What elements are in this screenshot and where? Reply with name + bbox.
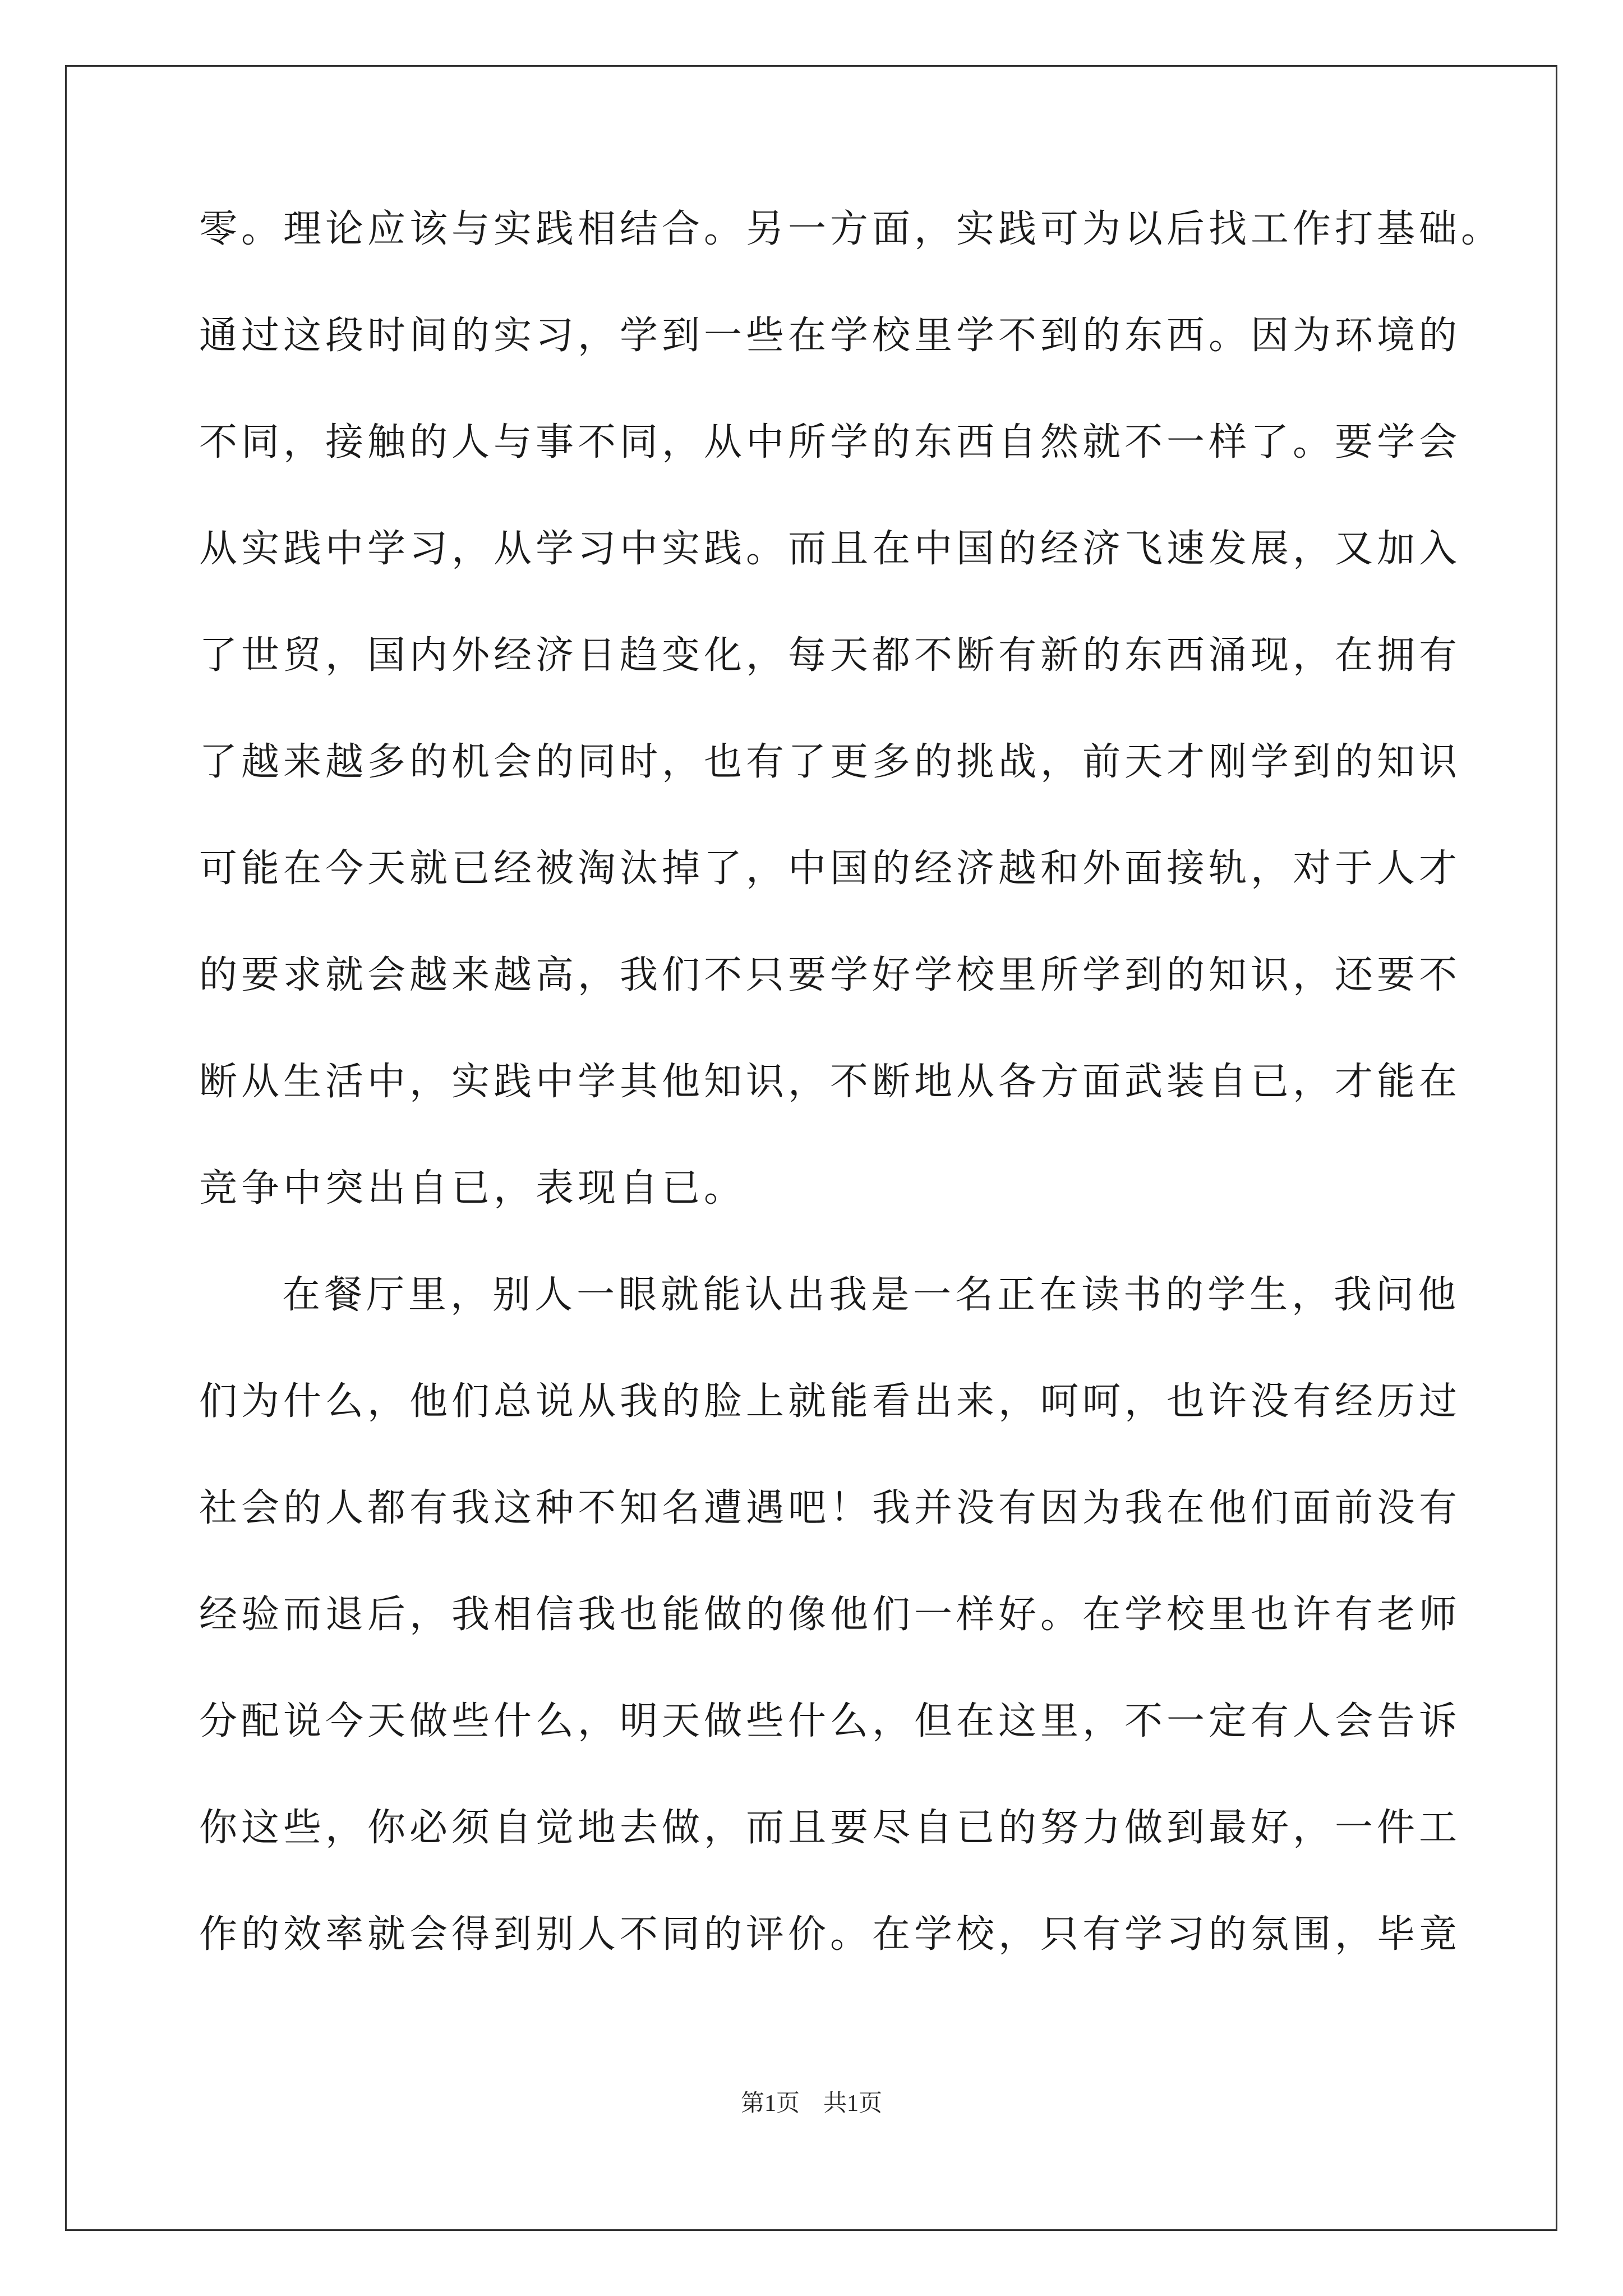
text-line: 分配说今天做些什么，明天做些什么，但在这里，不一定有人会告诉 [199, 1699, 1461, 1743]
text-line: 经验而退后，我相信我也能做的像他们一样好。在学校里也许有老师 [199, 1593, 1461, 1637]
text-line: 社会的人都有我这种不知名遭遇吧！我并没有因为我在他们面前没有 [199, 1486, 1461, 1530]
text-line: 竞争中突出自已，表现自已。 [199, 1166, 746, 1211]
text-line: 作的效率就会得到别人不同的评价。在学校，只有学习的氛围，毕竟 [199, 1912, 1461, 1957]
text-line: 断从生活中，实践中学其他知识，不断地从各方面武装自已，才能在 [199, 1060, 1461, 1104]
paragraph-start-line: 在餐厅里，别人一眼就能认出我是一名正在读书的学生，我问他 [282, 1273, 1460, 1317]
text-line: 可能在今天就已经被淘汰掉了，中国的经济越和外面接轨，对于人才 [199, 846, 1461, 891]
text-line: 了世贸，国内外经济日趋变化，每天都不断有新的东西涌现，在拥有 [199, 633, 1461, 678]
text-line: 们为什么，他们总说从我的脸上就能看出来，呵呵，也许没有经历过 [199, 1379, 1461, 1424]
page-number-footer: 第1页 共1页 [740, 2091, 882, 2116]
text-line: 的要求就会越来越高，我们不只要学好学校里所学到的知识，还要不 [199, 953, 1461, 997]
text-line: 了越来越多的机会的同时，也有了更多的挑战，前天才刚学到的知识 [199, 740, 1461, 784]
text-line: 你这些，你必须自觉地去做，而且要尽自已的努力做到最好，一件工 [199, 1806, 1461, 1850]
text-line: 零。理论应该与实践相结合。另一方面，实践可为以后找工作打基础。 [199, 207, 1504, 251]
text-line: 不同，接触的人与事不同，从中所学的东西自然就不一样了。要学会 [199, 420, 1461, 464]
text-line: 通过这段时间的实习，学到一些在学校里学不到的东西。因为环境的 [199, 314, 1461, 358]
document-body [199, 202, 1504, 2014]
text-line: 从实践中学习，从学习中实践。而且在中国的经济飞速发展，又加入 [199, 527, 1461, 571]
